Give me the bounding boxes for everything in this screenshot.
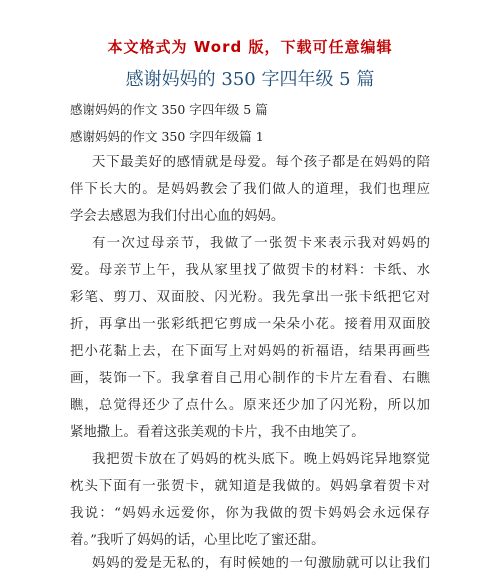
paragraph-line: 学会去感恩为我们付出心血的妈妈。 [70, 209, 285, 224]
paragraph-line: 伴下长大的。是妈妈教会了我们做人的道理，我们也理应 [70, 182, 430, 197]
paragraph-line: 着。”我听了妈妈的话，心里比吃了蜜还甜。 [70, 533, 325, 548]
paragraph-line: 我说：“妈妈永远爱你，你为我做的贺卡妈妈会永远保存 [70, 506, 430, 521]
paragraph-line: 紧地撒上。看着这张美观的卡片，我不由地笑了。 [70, 425, 365, 440]
paragraph-line: 彩笔、剪刀、双面胶、闪光粉。我先拿出一张卡纸把它对 [70, 290, 430, 305]
header-banner: 本文格式为 Word 版，下载可任意编辑 [107, 38, 393, 56]
paragraph-line: 折，再拿出一张彩纸把它剪成一朵朵小花。接着用双面胶 [70, 317, 430, 332]
paragraph-line: 枕头下面有一张贺卡，就知道是我做的。妈妈拿着贺卡对 [70, 479, 430, 494]
paragraph-line: 爱。母亲节上午，我从家里找了做贺卡的材料：卡纸、水 [70, 263, 430, 278]
paragraph-line: 画，装饰一下。我拿着自己用心制作的卡片左看看、右瞧 [70, 371, 430, 386]
paragraph-line: 有一次过母亲节，我做了一张贺卡来表示我对妈妈的 [92, 236, 430, 251]
document-title: 感谢妈妈的 350 字四年级 5 篇 [125, 69, 375, 90]
paragraph-line: 瞧，总觉得还少了点什么。原来还少加了闪光粉，所以加 [70, 398, 430, 413]
paragraph-line: 天下最美好的感情就是母爱。每个孩子都是在妈妈的陪 [92, 155, 430, 170]
section-heading: 感谢妈妈的作文 350 字四年级篇 1 [70, 129, 264, 144]
paragraph-line: 妈妈的爱是无私的，有时候她的一句激励就可以让我们 [92, 556, 430, 571]
subtitle-line: 感谢妈妈的作文 350 字四年级 5 篇 [70, 102, 268, 117]
paragraph-line: 把小花黏上去，在下面写上对妈妈的祈福语，结果再画些 [70, 344, 430, 359]
paragraph-line: 我把贺卡放在了妈妈的枕头底下。晚上妈妈诧异地察觉 [92, 452, 430, 467]
